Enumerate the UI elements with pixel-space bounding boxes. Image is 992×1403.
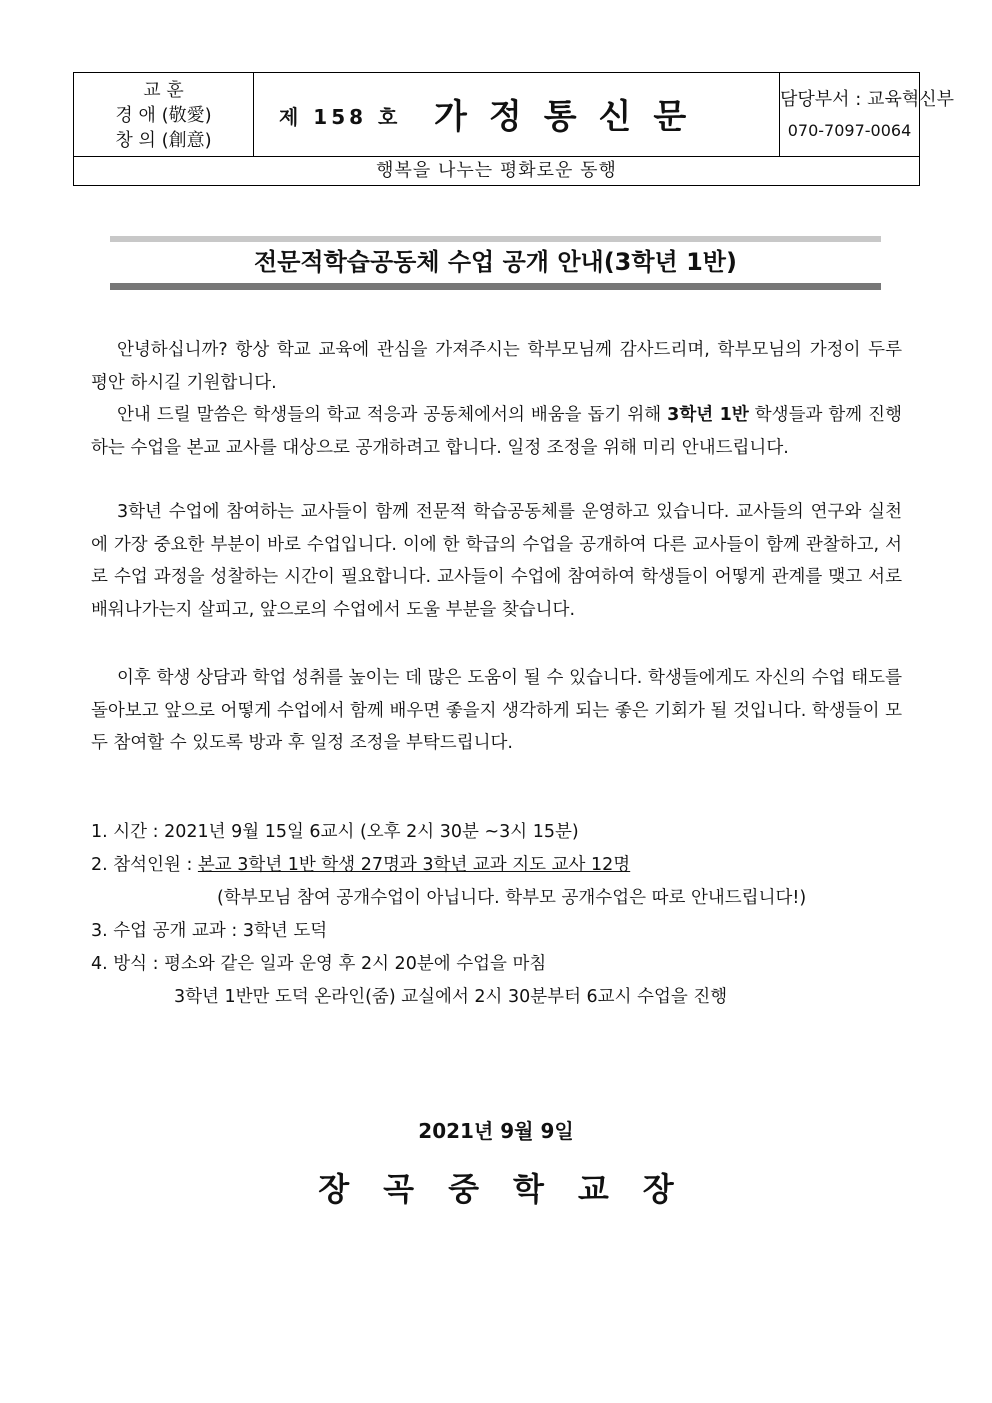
notice-text-post: 학생들과 함께 진행하는 수업을 본교 교사를 대상으로 공개하려고 합니다. 일정 조정을 위해 미리 안내드립니다.: [91, 405, 902, 458]
issue-number: 제 158 호: [279, 105, 402, 129]
detail-attendees: [91, 849, 630, 881]
department-name: 담당부서 : 교육혁신부: [780, 89, 954, 110]
notice-sentence: [91, 399, 902, 464]
title-cell: [254, 73, 780, 157]
department-phone: 070-7097-0064: [787, 121, 912, 140]
motto-line-1: 경 애 (敬愛): [115, 105, 212, 126]
principal-signature: 장곡중학교장: [318, 1170, 708, 1208]
greeting-text: 안녕하십니까? 항상 학교 교육에 관심을 가져주시는 학부모님께 감사드리며, 학부모님의 가정이 두루 평안 하시길 기원합니다.: [91, 340, 902, 393]
detail-time: 1. 시간 : 2021년 9월 15일 6교시 (오후 2시 30분 ~3시 15분): [91, 822, 579, 842]
notice-text-pre: 안내 드릴 말씀은 학생들의 학교 적응과 공동체에서의 배움을 돕기 위해: [117, 405, 668, 425]
detail-subject: 3. 수업 공개 교과 : 3학년 도덕: [91, 921, 328, 941]
paragraph-purpose: [91, 496, 902, 626]
department-info: [780, 73, 954, 157]
newsletter-header: [73, 72, 954, 186]
attendees-value: 본교 3학년 1반 학생 27명과 3학년 교과 지도 교사 12명: [197, 855, 631, 875]
attendees-label: 2. 참석인원 :: [91, 855, 198, 875]
notice-class-highlight: 3학년 1반: [667, 405, 749, 425]
paragraph-benefit: [91, 662, 902, 760]
purpose-text: 3학년 수업에 참여하는 교사들이 함께 전문적 학습공동체를 운영하고 있습니다. 교사들의 연구와 실천에 가장 중요한 부분이 바로 수업입니다. 이에 한 학급의 수업을 공개하여 다른 교사들이 함께 관찰하고, 서로 수업 과정을 성찰하는 시간이 필요합니다. 교사들이 수업에 참여하여 학생들이 어떻게 관계를 맺고 서로 배워나가는지 살피고, 앞으로의 수업에서 도울 부분을 찾습니다.: [91, 502, 902, 620]
title-bar-top: [110, 236, 881, 242]
paragraph-greeting: [91, 334, 902, 464]
detail-attendees-note: (학부모님 참여 공개수업이 아닙니다. 학부모 공개수업은 따로 안내드립니다!): [217, 888, 807, 908]
benefit-text: 이후 학생 상담과 학업 성취를 높이는 데 많은 도움이 될 수 있습니다. 학생들에게도 자신의 수업 태도를 돌아보고 앞으로 어떻게 수업에서 함께 배우면 좋을지 생각하게 되는 좋은 기회가 될 것입니다. 학생들이 모두 참여할 수 있도록 방과 후 일정 조정을 부탁드립니다.: [91, 668, 902, 753]
school-motto: [74, 73, 254, 157]
header-top-row: [74, 73, 954, 157]
motto-line-2: 창 의 (創意): [115, 130, 212, 151]
slogan: 행복을 나누는 평화로운 동행: [376, 160, 617, 181]
greeting-sentence: [91, 334, 902, 399]
detail-method: 4. 방식 : 평소와 같은 일과 운영 후 2시 20분에 수업을 마침: [91, 954, 547, 974]
issue-date: 2021년 9월 9일: [418, 1119, 574, 1143]
motto-title: 교 훈: [143, 80, 184, 101]
document-title: 전문적학습공동체 수업 공개 안내(3학년 1반): [254, 248, 737, 276]
newsletter-title: 가정통신문: [434, 97, 709, 137]
title-bar-bottom: [110, 283, 881, 290]
detail-method-note: 3학년 1반만 도덕 온라인(줌) 교실에서 2시 30분부터 6교시 수업을 진행: [174, 987, 728, 1007]
